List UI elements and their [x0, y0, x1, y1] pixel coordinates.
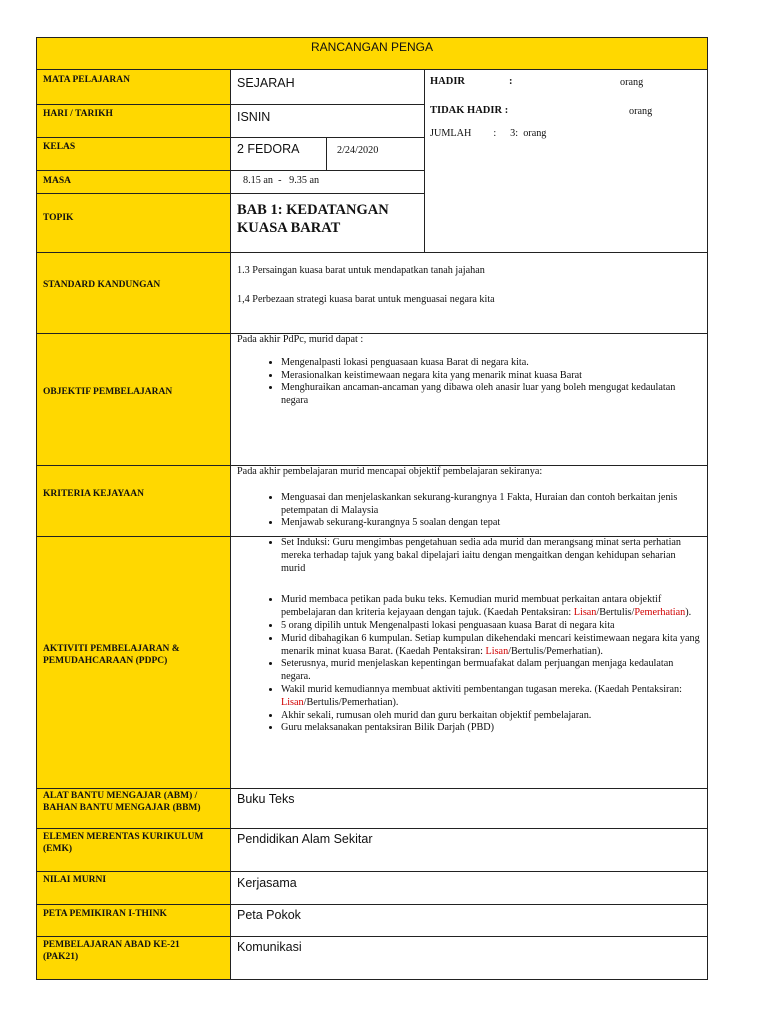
nilai-label: NILAI MURNI	[43, 875, 107, 885]
kriteria-label: KRITERIA KEJAYAAN	[43, 489, 144, 499]
aktiviti-item: • Murid membaca petikan pada buku teks. Kemudian murid membuat perkaitan antara objektif pembelajaran dan kriteria kejayaan dengan tajuk. (Kaedah Pentaksiran: Lisan/Bertulis/Pemerhatian).	[281, 594, 702, 620]
pak21-value: Komunikasi	[237, 940, 302, 954]
kriteria-content	[237, 466, 702, 530]
aktiviti-label: AKTIVITI PEMBELAJARAN & PEMUDAHCARAAN (PDPC)	[43, 644, 180, 666]
emk-value: Pendidikan Alam Sekitar	[237, 832, 373, 846]
kelas-value: 2 FEDORA	[237, 142, 300, 156]
abm-label: ALAT BANTU MENGAJAR (ABM) / BAHAN BANTU MENGAJAR (BBM)	[43, 791, 201, 813]
objektif-item: • Merasionalkan keistimewaan negara kita yang menarik minat kuasa Barat	[281, 370, 702, 383]
standard-item: 1,4 Perbezaan strategi kuasa barat untuk menguasai negara kita	[237, 293, 495, 305]
masa-label: MASA	[43, 176, 71, 186]
objektif-content	[237, 334, 702, 408]
objektif-item: • Mengenalpasti lokasi penguasaan kuasa Barat di negara kita.	[281, 357, 702, 370]
standard-kandungan-content	[237, 265, 702, 307]
aktiviti-item: • Wakil murid kemudiannya membuat aktiviti pembentangan tugasan mereka. (Kaedah Pentaksiran: Lisan/Bertulis/Pemerhatian).	[281, 684, 702, 710]
topik-value: BAB 1: KEDATANGAN KUASA BARAT	[237, 202, 389, 236]
jumlah-row: JUMLAH : 3: orang	[430, 128, 547, 139]
standard-kandungan-label: STANDARD KANDUNGAN	[43, 280, 161, 290]
kriteria-item: • Menguasai dan menjelaskankan sekurang-kurangnya 1 Fakta, Huraian dan contoh berkaitan jenis petempatan di Malaysia	[281, 492, 702, 518]
topik-label: TOPIK	[43, 213, 74, 223]
kelas-date: 2/24/2020	[337, 145, 379, 156]
aktiviti-item: • Set Induksi: Guru mengimbas pengetahuan sedia ada murid dan merangsang minat serta perhatian mereka terhadap tajuk yang bakal dipelajari iaitu dengan mengaitkan dengan kehidupan seharian murid	[281, 537, 702, 575]
tidak-hadir-unit: orang	[629, 106, 653, 117]
hadir-colon: :	[509, 76, 513, 87]
kriteria-intro: Pada akhir pembelajaran murid mencapai objektif pembelajaran sekiranya:	[237, 466, 543, 477]
masa-value: 8.15 an - 9.35 an	[243, 175, 320, 186]
standard-item: 1.3 Persaingan kuasa barat untuk mendapatkan tanah jajahan	[237, 265, 485, 276]
tidak-hadir-label: TIDAK HADIR :	[430, 105, 509, 116]
aktiviti-item: • Seterusnya, murid menjelaskan kepentingan bermuafakat dalam perjuangan menjaga kedaulatan negara.	[281, 658, 702, 684]
aktiviti-item: • Guru melaksanakan pentaksiran Bilik Darjah (PBD)	[281, 722, 702, 735]
emk-label: ELEMEN MERENTAS KURIKULUM (EMK)	[43, 832, 204, 854]
hadir-unit: orang	[620, 77, 644, 88]
abm-value: Buku Teks	[237, 792, 295, 806]
objektif-label: OBJEKTIF PEMBELAJARAN	[43, 387, 173, 397]
hadir-label: HADIR	[430, 76, 466, 87]
ithink-value: Peta Pokok	[237, 908, 301, 922]
lesson-plan-sheet	[36, 37, 708, 980]
kelas-label: KELAS	[43, 142, 76, 152]
mata-pelajaran-value: SEJARAH	[237, 76, 295, 90]
label-column-bottom	[37, 252, 230, 979]
header-bar	[37, 38, 707, 69]
aktiviti-content	[237, 537, 702, 735]
aktiviti-item: • Akhir sekali, rumusan oleh murid dan guru berkaitan objektif pembelajaran.	[281, 710, 702, 723]
nilai-value: Kerjasama	[237, 876, 297, 890]
objektif-item: • Menghuraikan ancaman-ancaman yang dibawa oleh anasir luar yang boleh mengugat kedaulatan negara	[281, 382, 702, 408]
aktiviti-item: • Murid dibahagikan 6 kumpulan. Setiap kumpulan dikehendaki mencari keistimewaan negara kita yang menarik minat kuasa Barat. (Kaedah Pentaksiran: Lisan/Bertulis/Pemerhatian).	[281, 633, 702, 659]
kriteria-item: • Menjawab sekurang-kurangnya 5 soalan dengan tepat	[281, 517, 702, 530]
mata-pelajaran-label: MATA PELAJARAN	[43, 75, 130, 85]
pak21-label: PEMBELAJARAN ABAD KE-21 (PAK21)	[43, 940, 180, 962]
objektif-intro: Pada akhir PdPc, murid dapat :	[237, 334, 364, 345]
hari-tarikh-label: HARI / TARIKH	[43, 109, 113, 119]
aktiviti-item: • 5 orang dipilih untuk Mengenalpasti lokasi penguasaan kuasa Barat di negara kita	[281, 620, 702, 633]
ithink-label: PETA PEMIKIRAN I-THINK	[43, 909, 167, 919]
label-column-top	[37, 69, 230, 252]
hari-tarikh-value: ISNIN	[237, 110, 271, 124]
page-title: RANCANGAN PENGA	[310, 40, 434, 54]
